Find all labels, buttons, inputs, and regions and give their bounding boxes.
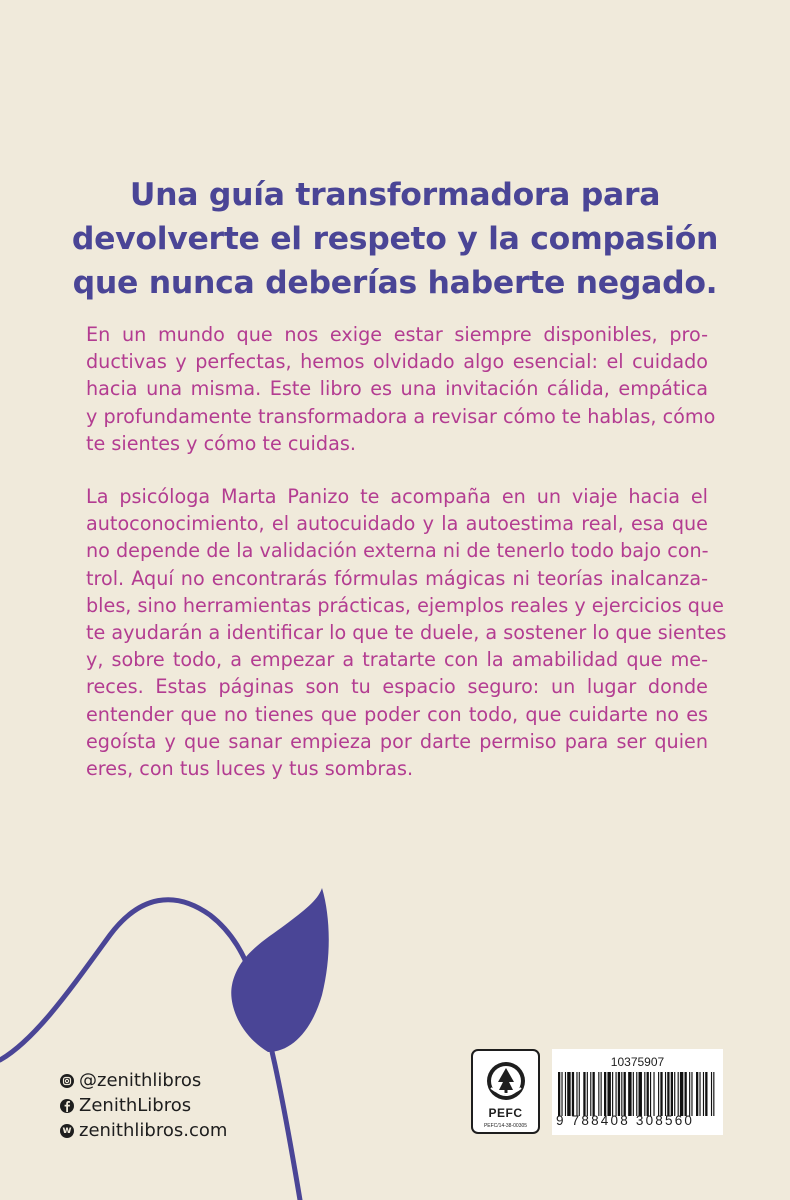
instagram-handle: @zenithlibros [79, 1070, 202, 1091]
paragraph-line: ductivas y perfectas, hemos olvidado algo esencial: el cuidado [86, 350, 708, 374]
instagram-icon [60, 1074, 74, 1088]
headline [60, 173, 730, 305]
paragraph-line: eres, con tus luces y tus sombras. [86, 757, 414, 781]
website-url: zenithlibros.com [79, 1120, 228, 1141]
paragraph-line: trol. Aquí no encontrarás fórmulas mágicas ni teorías inalcanza- [86, 566, 708, 590]
instagram-link[interactable] [60, 1068, 227, 1093]
paragraph-line: egoísta y que sanar empieza por darte permiso para ser quien [86, 729, 708, 753]
pefc-tree-icon [485, 1060, 527, 1102]
paragraph-line: La psicóloga Marta Panizo te acompaña en un viaje hacia el [86, 485, 708, 508]
social-links [60, 1068, 227, 1143]
plant-illustration [0, 880, 420, 1200]
pefc-code: PEFC/14-38-00305 [483, 1123, 528, 1129]
pefc-label: PEFC [488, 1106, 523, 1120]
barcode [552, 1049, 723, 1135]
paragraph-line: y profundamente transformadora a revisar cómo te hablas, cómo [86, 404, 716, 428]
paragraph-line: hacia una misma. Este libro es una invitación cálida, empática [86, 377, 708, 401]
headline-line: Una guía transformadora para [129, 177, 661, 213]
paragraph-line: entender que no tienes que poder con todo, que cuidarte no es [86, 702, 708, 726]
barcode-bars [558, 1072, 717, 1116]
paragraph-line: y, sobre todo, a empezar a tratarte con la amabilidad que me- [86, 648, 708, 672]
paragraph-line: te sientes y cómo te cuidas. [86, 431, 356, 455]
paragraph-intro [86, 321, 716, 457]
web-icon: w [60, 1124, 74, 1138]
paragraph-line: te ayudarán a identificar lo que te duele, a sostener lo que sientes [86, 621, 727, 645]
headline-line: devolverte el respeto y la compasión [71, 221, 719, 257]
isbn-digits: 9 788408 308560 [556, 1113, 695, 1128]
facebook-icon [60, 1099, 74, 1113]
barcode-number: 10375907 [610, 1055, 665, 1069]
paragraph-line: no depende de la validación externa ni de tenerlo todo bajo con- [86, 539, 709, 563]
web-link[interactable] [60, 1118, 227, 1143]
facebook-handle: ZenithLibros [79, 1095, 192, 1116]
paragraph-line: bles, sino herramientas prácticas, ejemplos reales y ejercicios que [86, 593, 724, 617]
headline-line: que nunca deberías haberte negado. [72, 265, 718, 301]
paragraph-line: reces. Estas páginas son tu espacio seguro: un lugar donde [86, 675, 708, 699]
paragraph-author [86, 483, 727, 782]
paragraph-line: autoconocimiento, el autocuidado y la autoestima real, esa que [86, 512, 708, 536]
facebook-link[interactable] [60, 1093, 227, 1118]
pefc-certification [471, 1049, 540, 1134]
paragraph-line: En un mundo que nos exige estar siempre disponibles, pro- [86, 323, 708, 346]
